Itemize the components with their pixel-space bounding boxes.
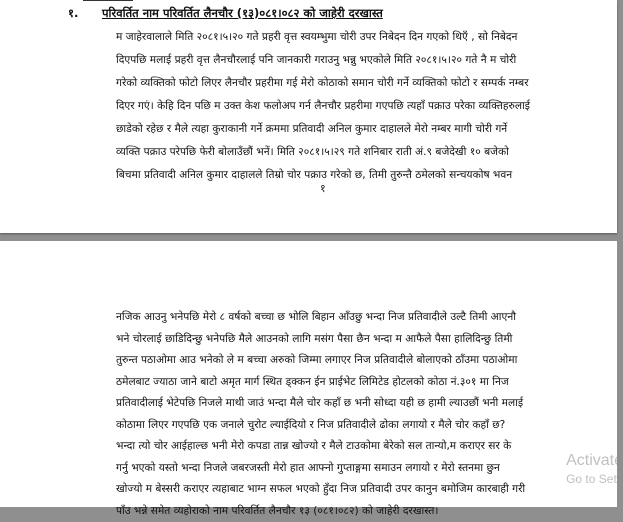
section-title: परिवर्तित नाम परिवर्तित लैनचौर (१३)०८१।०८२ को जाहेरी दरखास्त — [102, 6, 383, 20]
section-heading — [68, 6, 608, 21]
text-line: कोठामा लिएर गएपछि एक जनाले चुरोट ल्याईदियो र निज प्रतिवादीले ढोका लगायो र मैले चोर कहाँ छ? — [116, 415, 608, 437]
text-line: खोज्यो म बेस्सरी कराएर त्यहाबाट भाग्न सफल भएको हुँदा निज प्रतिवादी उपर कानुन बमोजिम कारबाही गरी — [116, 479, 608, 501]
text-line: पाँउ भन्ने समेत व्यहोराको नाम परिवर्तित लैनचौर १३ (०८१।०८२) को जाहेरी दरखास्त। — [116, 501, 608, 522]
text-line: नजिक आउनु भनेपछि मेरो ८ वर्षको बच्चा छ भोलि बिहान आँउछु भन्दा निज प्रतिवादीले उल्टै तिमी आएनौ — [116, 307, 608, 329]
text-line: दिएपछि मलाई प्रहरी वृत्त लैनचौरलाई पनि जानकारी गराउनु भन्नु भएकोले मिति २०८१।५।२० गते नै म चोरी — [116, 49, 608, 72]
watermark-line-1: Activate — [566, 452, 623, 470]
text-line: भन्दा त्यो चोर आईहाल्छ भनी मेरो कपडा तान्न खोज्यो र मैले टाउकोमा बेरेको सल तान्यो,म कराएर सर के — [116, 436, 608, 458]
page2-paragraph — [116, 307, 608, 522]
activation-watermark — [566, 452, 623, 486]
text-line: छाडेको रहेछ र मैले त्यहा कुराकानी गर्ने क्रममा प्रतिवादी अनिल कुमार दाहालले मेरो नम्बर मागी चोरी गर्ने — [116, 118, 608, 141]
text-line: ठमेलबाट ज्याठा जाने बाटो अमृत मार्ग स्थित ड्क्कन ईन प्राईभेट लिमिटेड होटलको कोठा नं.३०१ मा निज — [116, 372, 608, 394]
section-number: १. — [68, 6, 102, 21]
watermark-line-2: Go to Setti — [566, 472, 623, 486]
page-number: १ — [320, 181, 326, 196]
text-line: बिचमा प्रतिवादी अनिल कुमार दाहालले तिम्रो चोर पक्राउ गरेको छ, तिमी तुरुन्तै ठमेलको सन्चयकोष भवन — [116, 164, 608, 187]
text-line: भने चोरलाई छाडिदिन्छु भनेपछि मैले आउनको लागि मसंग पैसा छैन भन्दा म आफैले पैसा हालिदिन्छु तिमी — [116, 329, 608, 351]
page1-paragraph — [116, 26, 608, 187]
text-line: तुरुन्त पठाओमा आउ भनेको ले म बच्चा अरुको जिम्मा लगाएर निज प्रतिवादीले बोलाएको ठाँउमा पठाओमा — [116, 350, 608, 372]
text-line: गर्नु भएको यस्तो भन्दा निजले जबरजस्ती मेरो हात आफ्नो गुप्ताङ्गमा समाउन लगायो र मेरो स्तनमा छुन — [116, 458, 608, 480]
text-line: व्यक्ति पक्राउ परेपछि फेरी बोलाउँछौं भनें। मिति २०८१।५।२९ गते शनिबार राती अं.९ बजेदेखी १० बजेको — [116, 141, 608, 164]
text-line: प्रतिवादीलाई भेटेपछि निजले माथी जाउं भन्दा मैले चोर कहाँ छ भनी सोध्दा यही छ हामी ल्याउछौं भनी मलाई — [116, 393, 608, 415]
text-line: म जाहेरवालाले मिति २०८१।५।२० गते प्रहरी वृत्त स्वयम्भुमा चोरी उपर निबेदन दिन गएको थिएँ , सो निबेदन — [116, 26, 608, 49]
document-page-1 — [0, 0, 617, 233]
text-line: दिएर गएं। केहि दिन पछि म उक्त केश फलोअप गर्न लैनचौर प्रहरीमा गएपछि त्यहाँ पक्राउ परेका व्यक्तिहरुलाई — [116, 95, 608, 118]
text-line: गरेको व्यक्तिको फोटो लिएर लैनचौर प्रहरीमा गई मेरो कोठाको समान चोरी गर्ने व्यक्तिको फोटो र सम्पर्क नम्बर — [116, 72, 608, 95]
top-rule — [83, 0, 133, 1]
